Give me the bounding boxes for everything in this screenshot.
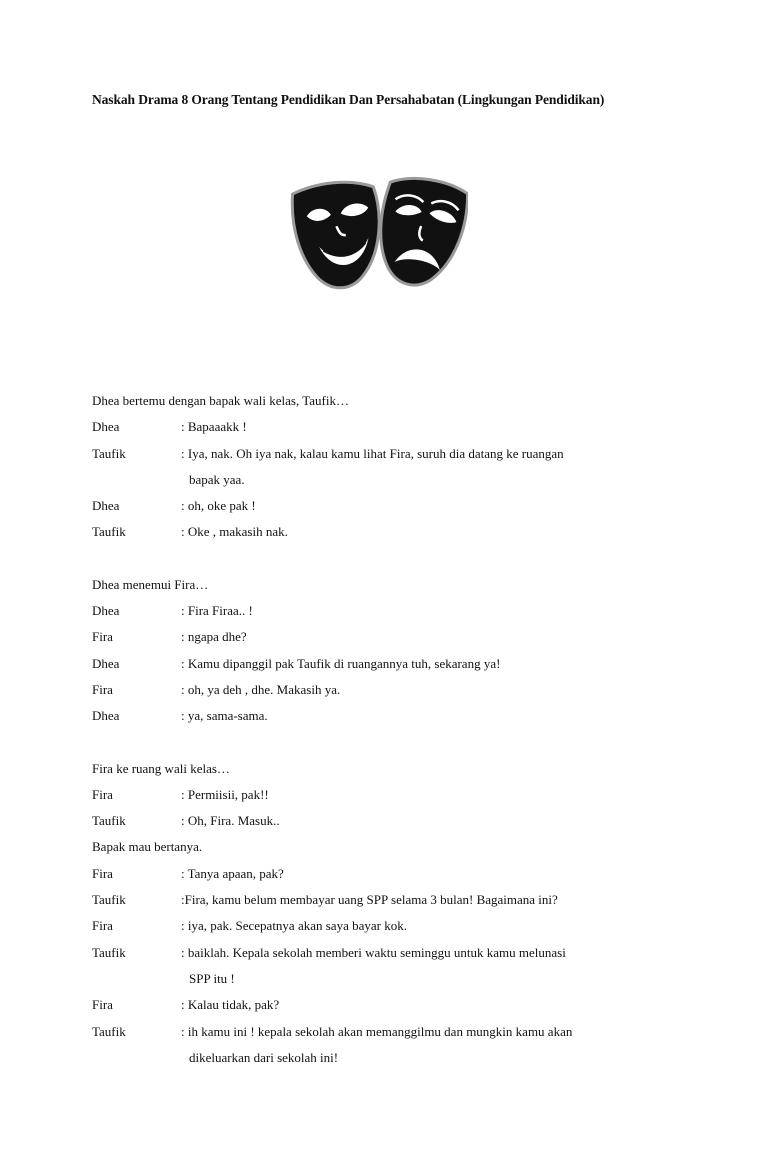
dialogue-line [92, 891, 732, 917]
speaker: Dhea [92, 708, 120, 724]
line-text: : Oke , makasih nak. [181, 524, 288, 540]
dialogue-line-continued [92, 1049, 732, 1075]
dialogue-line-continued [92, 471, 732, 497]
speaker: Taufik [92, 892, 126, 908]
line-text: SPP itu ! [189, 970, 235, 986]
speaker: Fira [92, 629, 113, 645]
line-text: : Permiisii, pak!! [181, 786, 269, 802]
line-text: : Tanya apaan, pak? [181, 865, 284, 881]
dialogue-line [92, 418, 732, 444]
line-text: : Fira Firaa.. ! [181, 603, 253, 619]
line-text: bapak yaa. [189, 471, 245, 487]
speaker: Dhea [92, 498, 120, 514]
line-text: : ih kamu ini ! kepala sekolah akan memanggilmu dan mungkin kamu akan [181, 1023, 573, 1039]
dialogue-line [92, 602, 732, 628]
script-body [92, 392, 732, 1101]
dialogue-line [92, 707, 732, 733]
dialogue-line [92, 865, 732, 891]
dialogue-line [92, 523, 732, 549]
speaker: Taufik [92, 944, 126, 960]
speaker: Taufik [92, 524, 126, 540]
speaker: Fira [92, 918, 113, 934]
dialogue-line [92, 812, 732, 838]
speaker: Fira [92, 786, 113, 802]
scene-narration: Fira ke ruang wali kelas… [92, 760, 230, 776]
line-text: : ya, sama-sama. [181, 708, 268, 724]
theater-masks-icon [290, 174, 468, 298]
line-text: : baiklah. Kepala sekolah memberi waktu seminggu untuk kamu melunasi [181, 944, 566, 960]
speaker: Taufik [92, 445, 126, 461]
speaker: Fira [92, 865, 113, 881]
line-text: : oh, ya deh , dhe. Makasih ya. [181, 681, 341, 697]
line-text: :Fira, kamu belum membayar uang SPP selama 3 bulan! Bagaimana ini? [181, 892, 558, 908]
dialogue-line [92, 628, 732, 654]
dialogue-line [92, 996, 732, 1022]
scene [92, 760, 732, 1076]
speaker: Taufik [92, 813, 126, 829]
line-text: : ngapa dhe? [181, 629, 247, 645]
speaker: Dhea [92, 419, 120, 435]
line-text: : Iya, nak. Oh iya nak, kalau kamu lihat Fira, suruh dia datang ke ruangan [181, 445, 564, 461]
scene [92, 576, 732, 734]
dialogue-line [92, 944, 732, 970]
speaker: Dhea [92, 603, 120, 619]
speaker: Fira [92, 681, 113, 697]
scene-narration: Dhea bertemu dengan bapak wali kelas, Taufik… [92, 393, 349, 408]
line-text: dikeluarkan dari sekolah ini! [189, 1049, 339, 1065]
line-text: : Kalau tidak, pak? [181, 997, 280, 1013]
dialogue-line [92, 917, 732, 943]
document-title: Naskah Drama 8 Orang Tentang Pendidikan Dan Persahabatan (Lingkungan Pendidikan) [92, 92, 605, 107]
dialogue-line [92, 786, 732, 812]
line-text: : iya, pak. Secepatnya akan saya bayar kok. [181, 918, 407, 934]
dialogue-line-continued [92, 970, 732, 996]
inline-narration: Bapak mau bertanya. [92, 839, 203, 855]
dialogue-line [92, 497, 732, 523]
line-text: : Bapaaakk ! [181, 419, 247, 435]
line-text: : Kamu dipanggil pak Taufik di ruangannya tuh, sekarang ya! [181, 655, 501, 671]
scene-narration: Dhea menemui Fira… [92, 576, 209, 592]
tragedy-mask [371, 174, 468, 292]
line-text: : oh, oke pak ! [181, 498, 256, 514]
speaker: Taufik [92, 1023, 126, 1039]
scene [92, 392, 732, 550]
dialogue-line [92, 445, 732, 471]
dialogue-line [92, 681, 732, 707]
dialogue-line [92, 1023, 732, 1049]
dialogue-line [92, 655, 732, 681]
speaker: Fira [92, 997, 113, 1013]
comedy-mask [290, 177, 389, 293]
line-text: : Oh, Fira. Masuk.. [181, 813, 280, 829]
speaker: Dhea [92, 655, 120, 671]
